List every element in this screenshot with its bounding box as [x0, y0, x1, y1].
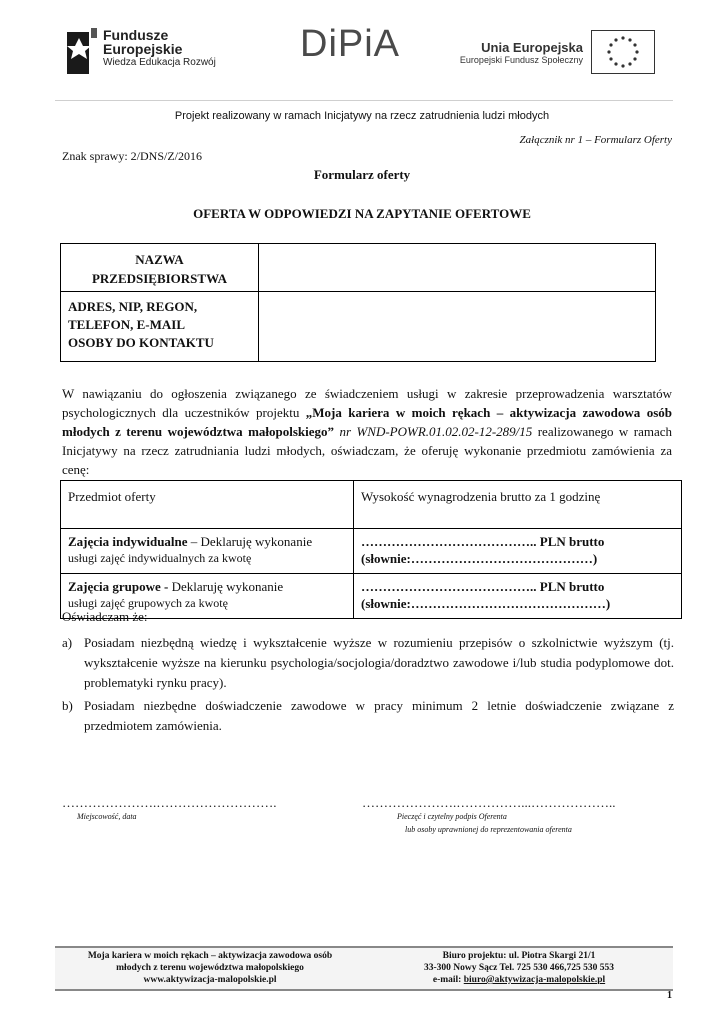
group-price-field[interactable]	[354, 574, 682, 619]
footer-email-prefix: e-mail:	[432, 975, 464, 985]
page-header-logos	[55, 20, 673, 101]
dipia-wordmark: DiPiA	[300, 23, 401, 65]
address-label-line-3: OSOBY DO KONTAKTU	[68, 335, 214, 350]
footer-right-line-1: Biuro projektu: ul. Piotra Skargi 21/1	[442, 951, 596, 961]
individual-price-line: ………………………………….. PLN brutto	[361, 534, 605, 549]
price-table-header	[61, 481, 682, 529]
paragraph-rest: realizowanego w ramach Inicjatywy na rzecz zatrudniania ludzi młodych, oświadczam, że oferuję wykonanie przedmiotu zamówienia za cenę:	[62, 424, 672, 477]
group-words-line: (słownie:………………………………………)	[361, 596, 611, 611]
company-name-label-line-1: NAZWA	[135, 252, 184, 267]
footer-project-info	[55, 950, 365, 986]
fe-line-2: Europejskie	[103, 41, 183, 57]
case-number: Znak sprawy: 2/DNS/Z/2016	[62, 149, 202, 163]
project-line: Projekt realizowany w ramach Inicjatywy na rzecz zatrudnienia ludzi młodych	[174, 110, 550, 122]
individual-subject-cell	[61, 529, 354, 574]
place-date-caption: Miejscowość, data	[77, 812, 137, 821]
fe-star-logo-icon	[67, 28, 97, 74]
place-date-field[interactable]: ………………….……………………….	[62, 795, 277, 810]
eu-line-1: Unia Europejska	[481, 39, 583, 55]
eu-logo	[460, 30, 655, 74]
eu-line-2: Europejski Fundusz Społeczny	[459, 54, 583, 65]
list-marker: b)	[62, 698, 73, 713]
signature-field[interactable]: ………………….……………...………………..	[362, 795, 616, 810]
company-address-label	[61, 292, 259, 362]
price-table	[60, 480, 682, 619]
company-address-field[interactable]	[259, 292, 656, 362]
individual-desc-2: usługi zajęć indywidualnych za kwotę	[68, 551, 252, 565]
footer-left-line-1: Moja kariera w moich rękach – aktywizacja zawodowa osób	[87, 951, 333, 961]
company-name-label	[61, 244, 259, 292]
group-desc-2: usługi zajęć grupowych za kwotę	[68, 596, 228, 610]
footer-left-line-2: młodych z terenu województwa małopolskiego	[116, 963, 304, 973]
paragraph-intro: W nawiązaniu do ogłoszenia związanego ze świadczeniem usługi w zakresie przeprowadzenia warsztatów psychologicznych dla uczestników projektu	[62, 386, 672, 420]
attachment-label: Załącznik nr 1 – Formularz Oferty	[519, 134, 672, 146]
group-title: Zajęcia grupowe -	[68, 579, 169, 594]
price-row-group	[61, 574, 682, 619]
fe-line-3: Wiedza Edukacja Rozwój	[103, 57, 216, 68]
dipia-logo	[300, 24, 400, 64]
address-label-line-2: TELEFON, E-MAIL	[68, 317, 186, 332]
subject-header: Przedmiot oferty	[61, 481, 354, 529]
group-price-line: ………………………………….. PLN brutto	[361, 579, 605, 594]
offer-title: OFERTA W ODPOWIEDZI NA ZAPYTANIE OFERTOWE	[193, 206, 531, 221]
page-footer	[55, 946, 673, 991]
footer-website-link[interactable]: www.aktywizacja-malopolskie.pl	[143, 975, 277, 985]
price-row-individual	[61, 529, 682, 574]
footer-right-line-2: 33-300 Nowy Sącz Tel. 725 530 466,725 530 553	[424, 963, 614, 973]
paragraph-project-name: „Moja kariera w moich rękach – aktywizacja zawodowa osób młodych z terenu województwa małopolskiego”	[62, 405, 672, 439]
footer-email-link[interactable]: biuro@aktywizacja-malopolskie.pl	[463, 975, 606, 985]
fe-line-1: Fundusze	[103, 27, 169, 43]
eu-flag-icon	[591, 30, 655, 74]
list-item	[62, 696, 674, 736]
declaration-heading: Oświadczam że:	[62, 609, 148, 624]
individual-desc-1: – Deklaruję wykonanie	[187, 534, 313, 549]
company-name-row	[61, 244, 656, 292]
footer-office-info	[365, 950, 673, 986]
company-name-field[interactable]	[259, 244, 656, 292]
group-desc-1: Deklaruję wykonanie	[168, 579, 284, 594]
page-number: 1	[667, 990, 672, 1001]
list-item	[62, 633, 674, 693]
signature-caption-2: lub osoby uprawnionej do reprezentowania oferenta	[405, 825, 572, 834]
form-title: Formularz oferty	[313, 167, 411, 182]
company-address-row	[61, 292, 656, 362]
offer-paragraph	[62, 384, 672, 479]
signature-caption-1: Pieczęć i czytelny podpis Oferenta	[397, 812, 507, 821]
company-info-table	[60, 243, 656, 362]
individual-words-line: (słownie:……………………………………)	[361, 551, 598, 566]
fundusze-europejskie-logo	[67, 28, 216, 74]
paragraph-project-number: nr WND-POWR.01.02.02-12-289/15	[334, 424, 533, 439]
list-text: Posiadam niezbędne doświadczenie zawodowe w pracy minimum 2 letnie doświadczenie związane z przedmiotem zamówienia.	[84, 698, 674, 733]
declaration-list	[62, 633, 674, 739]
individual-title: Zajęcia indywidualne	[68, 534, 188, 549]
price-header: Wysokość wynagrodzenia brutto za 1 godzinę	[354, 481, 682, 529]
individual-price-field[interactable]	[354, 529, 682, 574]
company-name-label-line-2: PRZEDSIĘBIORSTWA	[91, 271, 228, 286]
list-text: Posiadam niezbędną wiedzę i wykształcenie wyższe w rozumieniu przepisów o szkolnictwie wyższym (tj. wykształcenie wyższe na kierunku psychologia/socjologia/doradztwo zawodowe i/lub studia podyplomowe dot. problematyki rynku pracy).	[84, 635, 674, 690]
address-label-line-1: ADRES, NIP, REGON,	[68, 299, 198, 314]
list-marker: a)	[62, 635, 73, 650]
